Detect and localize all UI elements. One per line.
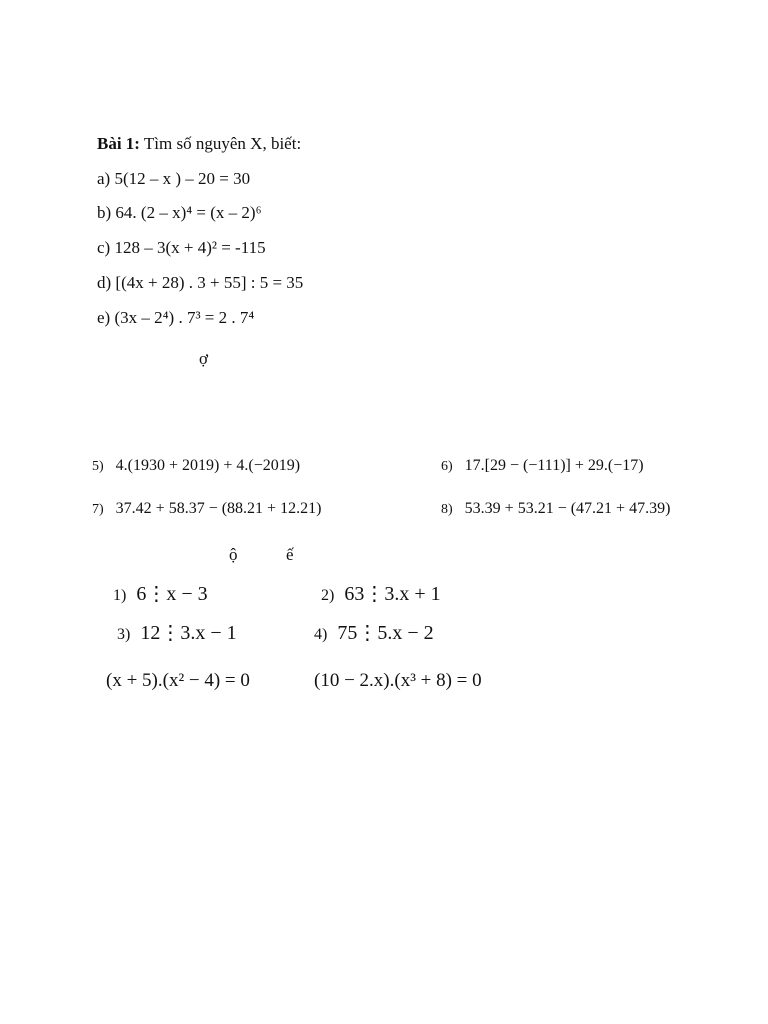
expression-text: 37.42 + 58.37 − (88.21 + 12.21) [115, 500, 322, 517]
exercise-item-a: a) 5(12 – x ) – 20 = 30 [97, 169, 251, 188]
exercise-item-c: c) 128 – 3(x + 4)² = -115 [97, 238, 266, 257]
item-text: 6⋮x − 3 [136, 583, 208, 605]
exercise-title-text: Tìm số nguyên X, biết: [139, 134, 302, 153]
divisibility-3 [117, 620, 237, 645]
item-text: 75⋮5.x − 2 [337, 622, 434, 644]
expression-number: 7) [92, 502, 104, 517]
item-number: 4) [314, 626, 328, 643]
divisibility-1 [113, 581, 208, 606]
text-fragment: ộ [229, 545, 238, 564]
expression-8 [441, 500, 670, 518]
equation-2: (10 − 2.x).(x³ + 8) = 0 [314, 670, 482, 691]
expression-text: 53.39 + 53.21 − (47.21 + 47.39) [464, 500, 671, 517]
item-text: 63⋮3.x + 1 [344, 583, 441, 605]
exercise-item-b: b) 64. (2 – x)⁴ = (x – 2)⁶ [97, 203, 262, 222]
exercise-item-d: d) [(4x + 28) . 3 + 55] : 5 = 35 [97, 273, 304, 292]
expression-text: 4.(1930 + 2019) + 4.(−2019) [115, 457, 301, 474]
item-number: 3) [117, 626, 131, 643]
expression-number: 6) [441, 459, 453, 474]
divisibility-4 [314, 620, 434, 645]
expression-number: 5) [92, 459, 104, 474]
divisibility-2 [321, 581, 441, 606]
item-text: 12⋮3.x − 1 [140, 622, 237, 644]
text-fragment: ế [286, 545, 294, 564]
expression-7 [92, 500, 321, 518]
text-fragment: ợ [199, 349, 208, 368]
equation-1: (x + 5).(x² − 4) = 0 [106, 670, 250, 691]
exercise-title [97, 134, 301, 154]
item-number: 1) [113, 587, 127, 604]
exercise-item-e: e) (3x – 2⁴) . 7³ = 2 . 7⁴ [97, 308, 255, 327]
expression-5 [92, 457, 300, 475]
item-number: 2) [321, 587, 335, 604]
expression-text: 17.[29 − (−111)] + 29.(−17) [464, 457, 644, 474]
exercise-title-bold: Bài 1: [97, 134, 140, 153]
expression-number: 8) [441, 502, 453, 517]
expression-6 [441, 457, 644, 475]
